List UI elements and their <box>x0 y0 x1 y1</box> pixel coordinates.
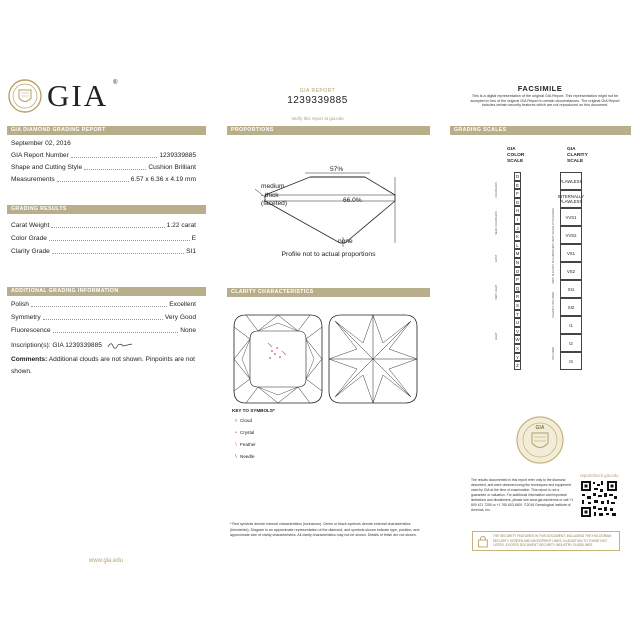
gold-seal-icon <box>515 415 565 465</box>
cloud-icon: ○ <box>234 418 238 424</box>
polish-value: Excellent <box>169 301 196 308</box>
color-scale-title-1: GIA <box>507 147 516 152</box>
girdle-thick: - thick <box>261 192 279 199</box>
profile-note: Profile not to actual proportions <box>281 251 376 258</box>
comments <box>11 354 201 378</box>
gia-website: www.gia.edu <box>88 558 124 564</box>
clarity-plot-pavilion <box>327 313 419 405</box>
shape-value: Cushion Brilliant <box>148 164 196 171</box>
color-grade-d: D <box>515 174 520 179</box>
color-group-very-light: VERY LIGHT <box>495 284 498 300</box>
crystal-icon: • <box>235 430 237 436</box>
report-number-big: 1239339885 <box>287 95 348 106</box>
color-grade-p: P <box>515 277 519 283</box>
color-group-near-colorless: NEAR COLORLESS <box>495 211 498 235</box>
color-grade-q: Q <box>515 285 520 291</box>
logo-text: GIA <box>47 78 109 113</box>
shape-row <box>11 164 196 172</box>
profile-diagram <box>255 165 415 250</box>
clarity-grade-i1: I1 <box>560 316 582 334</box>
shape-label: Shape and Cutting Style <box>11 164 83 171</box>
measurements-value: 6.57 x 6.36 x 4.19 mm <box>130 176 196 183</box>
symmetry-row <box>11 314 196 322</box>
carat-label: Carat Weight <box>11 222 50 229</box>
clarity-scale-title-3: SCALE <box>567 159 584 164</box>
key-title: KEY TO SYMBOLS* <box>232 408 275 413</box>
clarity-group-included: INCLUDED <box>552 346 555 360</box>
inscription <box>11 341 133 349</box>
clarity-scale-title <box>567 147 588 165</box>
key-feather-label: Feather <box>240 442 256 447</box>
security-text: THE SECURITY FEATURES IN THIS DOCUMENT, INCLUDING THE HOLOGRAM, SECURITY SCREEN AND MICROPRINT LINES, IN ADDITION TO THOSE NOT LISTED, EXCEED DOCUMENT SECURITY INDUSTRY GUIDELINES. <box>492 534 612 548</box>
qr-code[interactable] <box>580 480 618 518</box>
grading-report-header: GIA DIAMOND GRADING REPORT <box>7 126 206 135</box>
crown-plot-icon <box>232 313 324 405</box>
feather-icon: \ <box>235 442 237 448</box>
lock-icon <box>477 534 489 548</box>
clarity-grade-label: Clarity Grade <box>11 248 50 255</box>
report-number-label: GIA Report Number <box>11 152 69 159</box>
clarity-group-vs: VERY SLIGHTLY INCLUDED <box>552 250 555 284</box>
polish-label: Polish <box>11 301 29 308</box>
gia-logo <box>7 76 117 116</box>
clarity-header: CLARITY CHARACTERISTICS <box>227 288 430 297</box>
color-grade-o: O <box>515 268 520 274</box>
clarity-grade-vvs1: VVS1 <box>560 208 582 226</box>
disclaimer-text: The results documented in this report refer only to the diamond described, and were obtained using the techniques and equipment used by GIA at the time of examination. This report is not a guarantee or valuation. For additional information and important limitations and disclaimers, please see www.gia.edu/terms or call +1 800 421 7250 or +1 760 603 4500. ©2016 Gemological Institute of America, Inc. <box>471 478 574 512</box>
report-number-row <box>11 152 196 160</box>
gia-seal-icon <box>7 78 43 114</box>
measurements-label: Measurements <box>11 176 55 183</box>
inscription-text: Inscription(s): GIA 1239339885 <box>11 341 102 349</box>
clarity-grade-if: INTERNALLY FLAWLESS <box>560 190 582 208</box>
color-grade-t: T <box>514 310 521 319</box>
fluorescence-row <box>11 327 196 335</box>
color-grade-r: R <box>515 294 520 300</box>
fluorescence-label: Fluorescence <box>11 327 51 334</box>
color-grade-value: E <box>191 235 196 242</box>
key-cloud <box>232 418 252 424</box>
clarity-footnote: * Red symbols denote internal characteristics (inclusions). Green or black symbols denote external characteristics (blemishes). Diagram is an approximate representation of the diamond, and symbols shown indicate type, position, and approximate size of clarity characteristics. All clarity characteristics may not be shown. Details of finish are not shown. <box>230 522 420 537</box>
key-crystal-label: Crystal <box>240 430 255 435</box>
symmetry-value: Very Good <box>164 314 196 321</box>
clarity-grade-value: SI1 <box>186 248 196 255</box>
signature-icon <box>107 341 133 349</box>
report-number-value: 1239339885 <box>159 152 196 159</box>
clarity-grade-si2: SI2 <box>560 298 582 316</box>
color-grade-k: K <box>515 234 519 240</box>
report-date: September 02, 2016 <box>11 140 71 147</box>
gia-gold-seal <box>515 415 565 465</box>
color-grade-w: W <box>515 337 520 343</box>
girdle-medium: medium <box>261 183 285 190</box>
color-grade-y: Y <box>515 354 519 360</box>
report-check-link[interactable]: reportcheck.gia.edu <box>580 473 619 478</box>
clarity-grade-i3: I3 <box>560 352 582 370</box>
facsimile-title: FACSIMILE <box>517 84 563 93</box>
additional-header: ADDITIONAL GRADING INFORMATION <box>7 287 206 296</box>
clarity-group-si: SLIGHTLY INCLUDED <box>552 291 555 318</box>
clarity-grade-fl: FLAWLESS <box>560 172 582 190</box>
pavilion-plot-icon <box>327 313 419 405</box>
color-grade-x: X <box>515 346 519 351</box>
color-grade-u: U <box>515 320 520 326</box>
key-needle-label: Needle <box>240 454 255 459</box>
carat-row <box>11 222 196 230</box>
clarity-grade-row <box>11 248 196 256</box>
key-needle <box>232 454 255 460</box>
clarity-group-vvs: VERY VERY SLIGHTLY INCLUDED <box>552 208 555 250</box>
proportions-diagram <box>255 165 415 250</box>
clarity-plot-crown <box>232 313 324 405</box>
clarity-scale-title-1: GIA <box>567 147 576 152</box>
symmetry-label: Symmetry <box>11 314 41 321</box>
color-grade-j: J <box>514 224 521 233</box>
scales-header: GRADING SCALES <box>450 126 631 135</box>
color-grade-i: I <box>514 215 521 224</box>
clarity-grade-i2: I2 <box>560 334 582 352</box>
color-grade-s: S <box>515 303 519 308</box>
color-scale-title-3: SCALE <box>507 159 524 164</box>
key-crystal <box>232 430 254 436</box>
security-box <box>472 531 620 551</box>
color-grade-g: G <box>515 199 520 205</box>
color-grade-e: E <box>515 182 519 188</box>
clarity-grade-si1: SI1 <box>560 280 582 298</box>
clarity-grade-vs1: VS1 <box>560 244 582 262</box>
grading-results-header: GRADING RESULTS <box>7 205 206 214</box>
culet: none <box>338 238 353 245</box>
key-cloud-label: Cloud <box>240 418 253 423</box>
polish-row <box>11 301 196 309</box>
girdle-faceted: (faceted) <box>261 200 288 207</box>
color-grade-label: Color Grade <box>11 235 47 242</box>
comments-label: Comments: <box>11 356 48 363</box>
registered-mark: ® <box>113 80 118 86</box>
color-scale-title-2: COLOR <box>507 153 525 158</box>
clarity-grade-vvs2: VVS2 <box>560 226 582 244</box>
color-scale-title <box>507 147 524 165</box>
color-group-faint: FAINT <box>495 254 498 262</box>
color-grade-v: V <box>515 328 519 334</box>
table-pct: 57% <box>330 166 344 173</box>
color-grade-f: F <box>514 189 521 198</box>
color-group-light: LIGHT <box>495 332 498 340</box>
color-grade-z: Z <box>514 361 521 370</box>
color-grade-h: H <box>515 208 520 214</box>
clarity-scale-title-2: CLARITY <box>567 153 588 158</box>
comments-text: Additional clouds are not shown. Pinpoints are not shown. <box>11 356 196 375</box>
carat-value: 1.22 carat <box>166 222 196 229</box>
color-grade-l: L <box>514 241 521 250</box>
clarity-scale <box>557 172 585 372</box>
depth-pct: 66.0% <box>343 197 362 204</box>
clarity-grade-vs2: VS2 <box>560 262 582 280</box>
facsimile-text: This is a digital representation of the original GIA Report. This representation might not be accepted in lieu of the original GIA Report in certain circumstances. The original GIA Report includes certain security features which are not reproduced on this document. <box>470 94 620 108</box>
measurements-row <box>11 176 196 184</box>
key-feather <box>232 442 256 448</box>
fluorescence-value: None <box>180 327 196 334</box>
color-scale <box>514 172 522 372</box>
color-grade-m: M <box>515 251 520 257</box>
seal-text: GIA <box>535 425 545 431</box>
color-grade-row <box>11 235 196 243</box>
report-label: GIA REPORT <box>299 88 336 94</box>
verify-link[interactable]: Verify this report at gia.edu <box>291 116 344 121</box>
qr-code-icon <box>580 480 618 518</box>
proportions-header: PROPORTIONS <box>227 126 430 135</box>
color-group-colorless: COLORLESS <box>495 182 498 198</box>
color-grade-n: N <box>515 260 520 265</box>
needle-icon: \ <box>235 454 237 460</box>
